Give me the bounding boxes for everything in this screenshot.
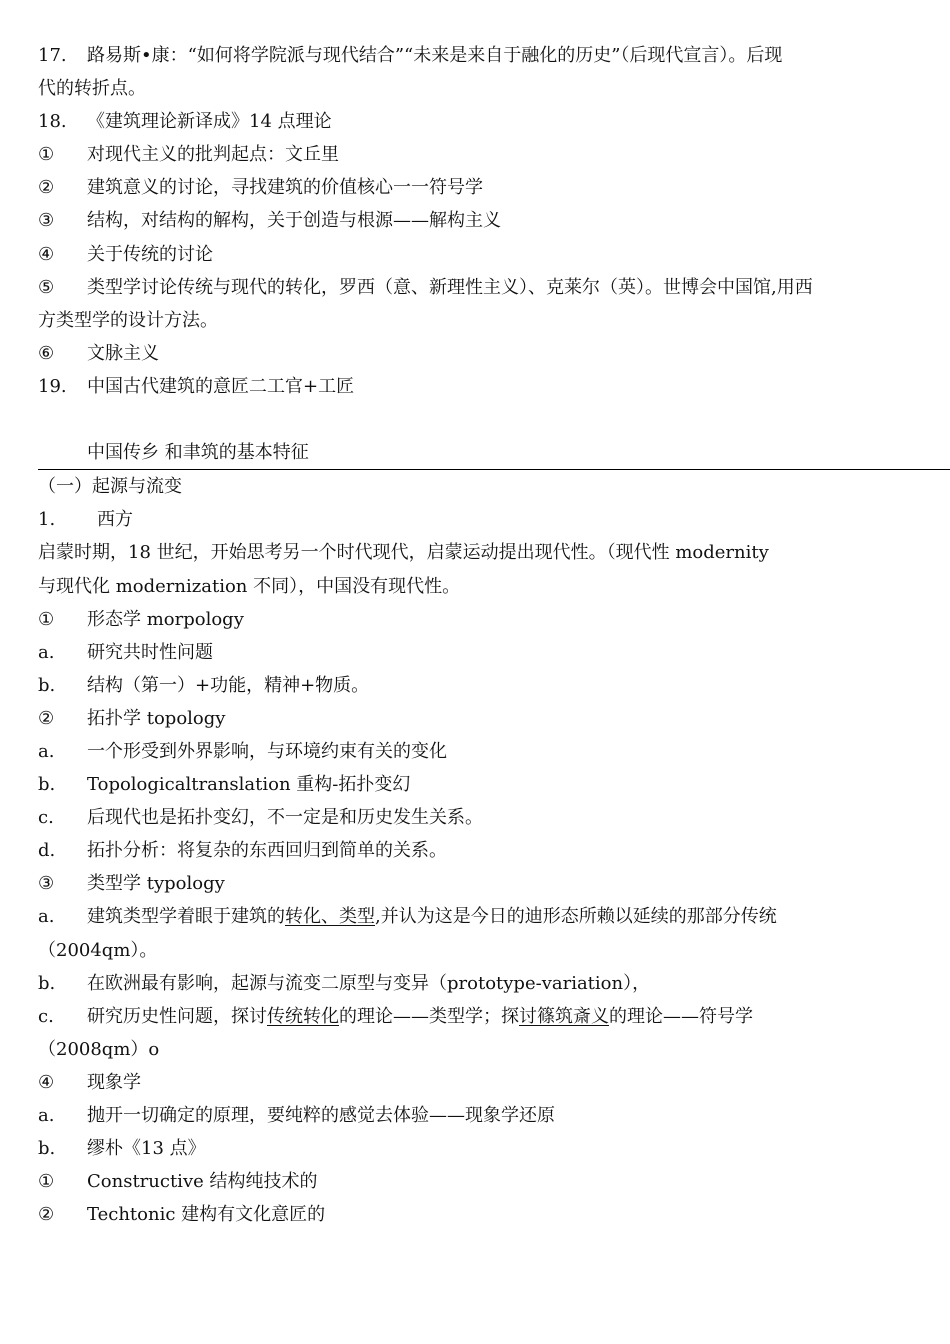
underlined-phrase: 传统转化	[267, 1005, 339, 1027]
item-text-end: ,并认为这是今日的迪形态所赖以延续的那部分传统	[375, 906, 777, 928]
topology-point-c	[38, 801, 948, 834]
circled-number: ④	[38, 1071, 55, 1093]
item-text: 研究共时性问题	[87, 641, 213, 663]
item-text: 类型学讨论传统与现代的转化，罗西（意、新理性主义）、克莱尔（英）。世博会中国馆,用西	[87, 276, 813, 298]
construction-point-2	[38, 1198, 948, 1231]
circled-number: ③	[38, 210, 55, 232]
typology-point-a	[38, 900, 948, 933]
item-text: 现象学	[87, 1071, 141, 1093]
phenomenology-point-a	[38, 1099, 948, 1132]
item-number: 1.	[38, 509, 56, 531]
item-text: 代的转折点。	[38, 78, 146, 100]
circled-number: ②	[38, 707, 55, 729]
item-text: 对现代主义的批判起点：文丘里	[87, 144, 339, 166]
item-text: 拓扑分析：将复杂的东西回归到简单的关系。	[87, 840, 447, 862]
item-text: Techtonic 建构有文化意匠的	[87, 1204, 326, 1226]
item-19	[38, 370, 948, 403]
circled-number: ②	[38, 1204, 55, 1226]
circled-number: ④	[38, 243, 55, 265]
item-number: 18.	[38, 111, 67, 133]
item-text: 抛开一切确定的原理，要纯粹的感觉去体验——现象学还原	[87, 1105, 555, 1126]
underlined-phrase: 转化、类型	[285, 906, 375, 928]
circled-number: ⑥	[38, 342, 55, 364]
subsection-heading-text: （一）起源与流变	[38, 476, 182, 498]
paragraph-text: 启蒙时期，18 世纪，开始思考另一个时代现代，启蒙运动提出现代性。（现代性 modernity	[38, 542, 769, 564]
item-text: （2004qm）。	[38, 939, 158, 961]
theory-point-2	[38, 171, 948, 204]
item-text: 类型学 typology	[87, 873, 225, 895]
subsection-heading	[38, 470, 948, 503]
morphology-point-b	[38, 669, 948, 702]
circled-number: ③	[38, 873, 55, 895]
item-text: 路易斯•康：“如何将学院派与现代结合”“未来是来自于融化的历史”（后现代宣言）。后现	[87, 45, 783, 66]
letter-marker: c.	[38, 807, 54, 829]
item-text: Constructive 结构纯技术的	[87, 1171, 318, 1193]
topology-point-d	[38, 834, 948, 867]
item-text: 中国古代建筑的意匠二工官+工匠	[87, 375, 355, 397]
item-text: （2008qm）o	[38, 1038, 160, 1060]
circled-number: ②	[38, 177, 55, 199]
letter-marker: d.	[38, 840, 56, 862]
morphology-point-a	[38, 636, 948, 669]
circled-number: ①	[38, 144, 55, 166]
item-text: 建筑意义的讨论，寻找建筑的价值核心一一符号学	[87, 177, 483, 199]
theory-point-5	[38, 271, 948, 304]
item-text: 方类型学的设计方法。	[38, 309, 218, 331]
letter-marker: b.	[38, 674, 56, 696]
item-text: 西方	[97, 509, 133, 531]
typology-point-c	[38, 1000, 948, 1033]
item-text: 缪朴《13 点》	[87, 1138, 206, 1160]
topology-point-b	[38, 768, 948, 801]
letter-marker: a.	[38, 1105, 55, 1126]
letter-marker: b.	[38, 972, 56, 994]
item-text-end: 的理论——符号学	[609, 1005, 753, 1027]
item-text: 结构（第一）+功能，精神+物质。	[87, 674, 370, 696]
item-text: Topologicaltranslation 重构-拓扑变幻	[87, 774, 411, 796]
theory-point-3	[38, 204, 948, 237]
paragraph-enlightenment	[38, 536, 948, 569]
item-text-start: 建筑类型学着眼于建筑的	[87, 906, 285, 928]
topology-point-a	[38, 735, 948, 768]
morphology-heading	[38, 603, 948, 636]
item-text: 一个形受到外界影响，与环境约束有关的变化	[87, 740, 447, 762]
item-text: 文脉主义	[87, 342, 159, 364]
paragraph-enlightenment-continued	[38, 570, 948, 603]
document-page	[38, 39, 948, 1231]
section-heading	[38, 436, 950, 470]
letter-marker: a.	[38, 906, 55, 928]
phenomenology-heading	[38, 1066, 948, 1099]
letter-marker: a.	[38, 641, 55, 663]
item-text: 拓扑学 topology	[87, 707, 226, 729]
item-text: 在欧洲最有影响，起源与流变二原型与变异（prototype-variation），	[87, 972, 651, 994]
west-heading	[38, 503, 948, 536]
theory-point-5-continued	[38, 304, 948, 337]
underlined-phrase: 讨篠筑斎义	[519, 1005, 609, 1027]
item-18	[38, 105, 948, 138]
typology-point-b	[38, 967, 948, 1000]
typology-point-c-continued	[38, 1033, 948, 1066]
item-text: 《建筑理论新译成》14 点理论	[87, 111, 332, 133]
theory-point-6	[38, 337, 948, 370]
item-text: 关于传统的讨论	[87, 243, 213, 265]
topology-heading	[38, 702, 948, 735]
item-text: 结构，对结构的解构，关于创造与根源——解构主义	[87, 210, 501, 232]
item-text: 后现代也是拓扑变幻，不一定是和历史发生关系。	[87, 807, 483, 829]
item-17	[38, 39, 948, 72]
item-17-continued	[38, 72, 948, 105]
item-text-middle: 的理论——类型学；探	[339, 1005, 519, 1027]
letter-marker: a.	[38, 740, 55, 762]
theory-point-4	[38, 238, 948, 271]
paragraph-text: 与现代化 modernization 不同），中国没有现代性。	[38, 575, 461, 597]
section-heading-text: 中国传乡 和聿筑的基本特征	[87, 442, 309, 464]
circled-number: ①	[38, 1171, 55, 1193]
theory-point-1	[38, 138, 948, 171]
letter-marker: c.	[38, 1005, 54, 1027]
typology-heading	[38, 867, 948, 900]
item-text-start: 研究历史性问题，探讨	[87, 1005, 267, 1027]
phenomenology-point-b	[38, 1132, 948, 1165]
construction-point-1	[38, 1165, 948, 1198]
letter-marker: b.	[38, 774, 56, 796]
spacer	[38, 403, 948, 436]
circled-number: ①	[38, 608, 55, 630]
letter-marker: b.	[38, 1138, 56, 1160]
typology-point-a-continued	[38, 934, 948, 967]
item-number: 19.	[38, 375, 67, 397]
item-number: 17.	[38, 45, 67, 66]
item-text: 形态学 morpology	[87, 608, 244, 630]
circled-number: ⑤	[38, 276, 55, 298]
